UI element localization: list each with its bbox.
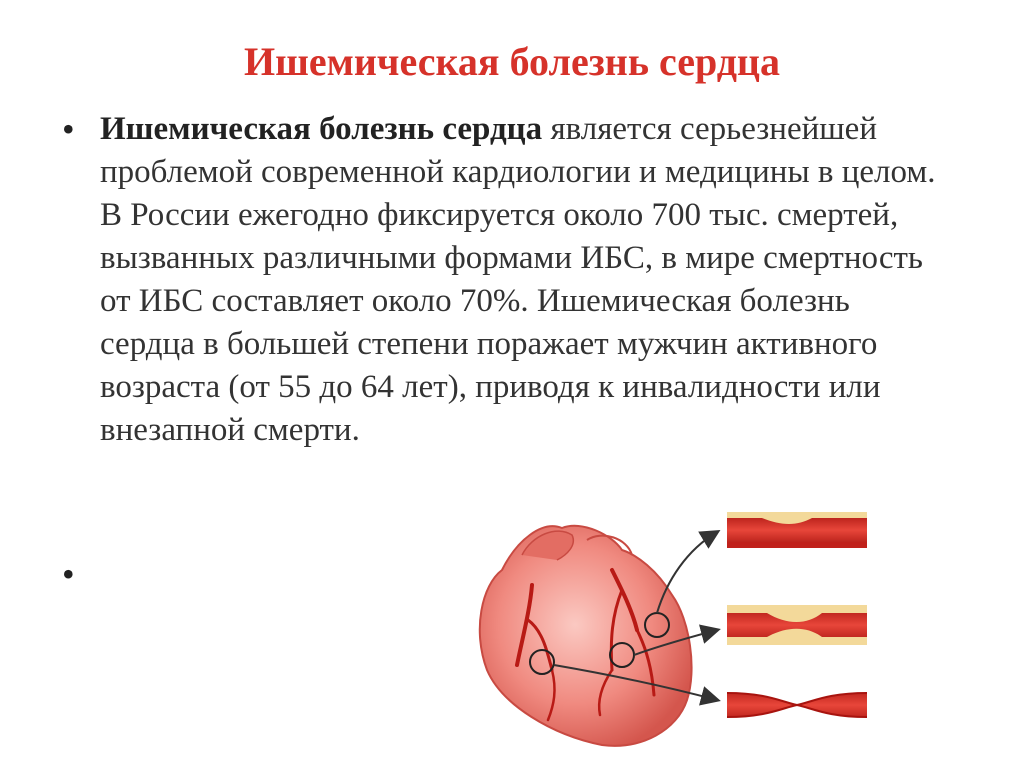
paragraph-lead: Ишемическая болезнь сердца [100, 111, 543, 147]
bullet-marker: • [62, 109, 75, 149]
paragraph-text: является серьезнейшей проблемой современной кардиологии и медицины в целом. В России ежегодно фиксируется около 700 тыс. смертей, вызванных различными формами ИБС, в мире смертность от ИБС составляет около 70%. Ишемическая болезнь сердца в большей степени поражает мужчин активного возраста (от 55 до 64 лет), приводя к инвалидности или внезапной смерти. [100, 111, 936, 448]
body-paragraph [100, 108, 950, 452]
empty-bullet-marker: • [62, 554, 75, 594]
slide-title: Ишемическая болезнь сердца [244, 39, 780, 84]
artery-cross-section-moderate [727, 605, 867, 645]
artery-cross-section-mild [727, 512, 867, 548]
artery-cross-section-severe [727, 685, 867, 725]
heart-artery-illustration [462, 500, 902, 750]
